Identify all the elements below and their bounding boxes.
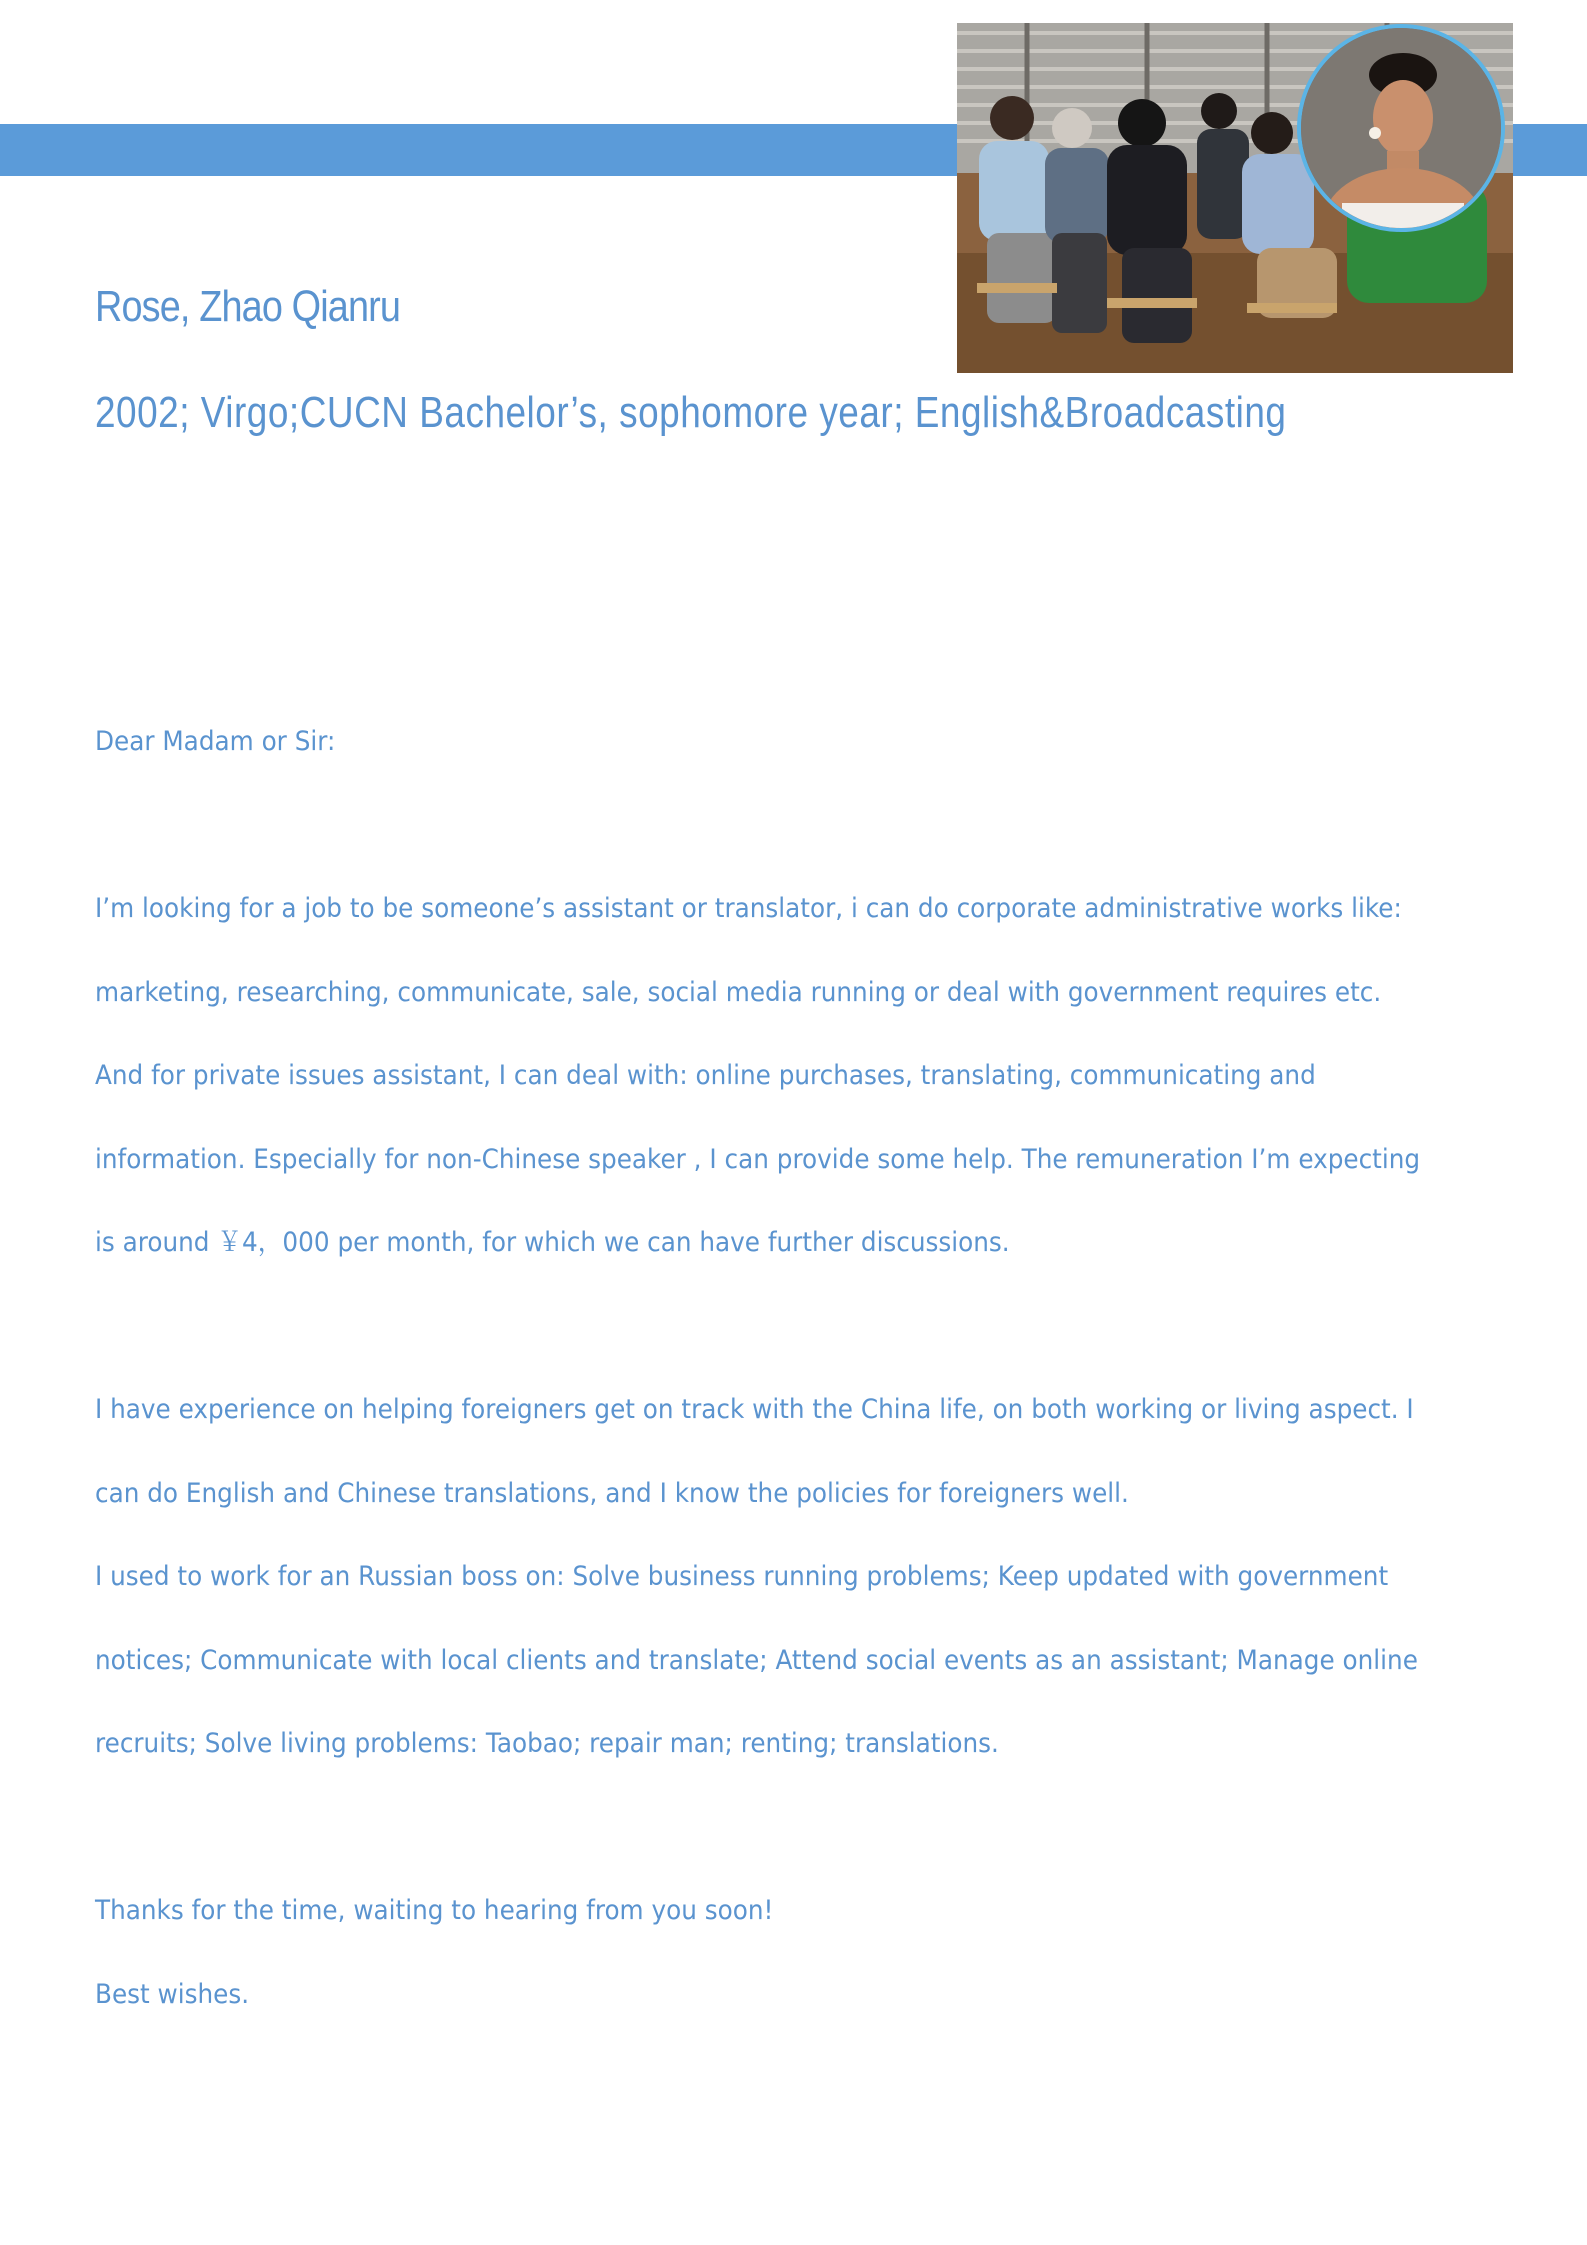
paragraph-line: is around ￥4，000 per month, for which we can have further discussions. — [95, 1227, 1010, 1258]
letter-salutation: Dear Madam or Sir: — [95, 726, 336, 757]
paragraph-line: I’m looking for a job to be someone’s assistant or translator, i can do corporate administrative works like: — [95, 893, 1402, 924]
letter-closing: Thanks for the time, waiting to hearing from you soon! — [95, 1895, 774, 1926]
paragraph-line: recruits; Solve living problems: Taobao; repair man; renting; translations. — [95, 1728, 999, 1759]
paragraph-line: I have experience on helping foreigners get on track with the China life, on both working or living aspect. I — [95, 1394, 1414, 1425]
paragraph-line: can do English and Chinese translations, and I know the policies for foreigners well. — [95, 1477, 1129, 1509]
paragraph-line: notices; Communicate with local clients and translate; Attend social events as an assistant; Manage online — [95, 1644, 1418, 1676]
paragraph-line: information. Especially for non-Chinese speaker , I can provide some help. The remuneration I’m expecting — [95, 1143, 1421, 1175]
paragraph-line: And for private issues assistant, I can deal with: online purchases, translating, communicating and — [95, 1060, 1316, 1091]
cover-letter-body — [95, 700, 1515, 2036]
paragraph-line: I used to work for an Russian boss on: Solve business running problems; Keep updated with government — [95, 1561, 1389, 1592]
profile-photo-image — [957, 23, 1513, 373]
paragraph-line: marketing, researching, communicate, sale, social media running or deal with government requires etc. — [95, 976, 1382, 1008]
profile-photo — [957, 23, 1513, 373]
candidate-name: Rose, Zhao Qianru — [95, 282, 401, 331]
candidate-summary: 2002; Virgo;CUCN Bachelor’s, sophomore year; English&Broadcasting — [95, 388, 1287, 437]
letter-signoff: Best wishes. — [95, 1978, 250, 2010]
